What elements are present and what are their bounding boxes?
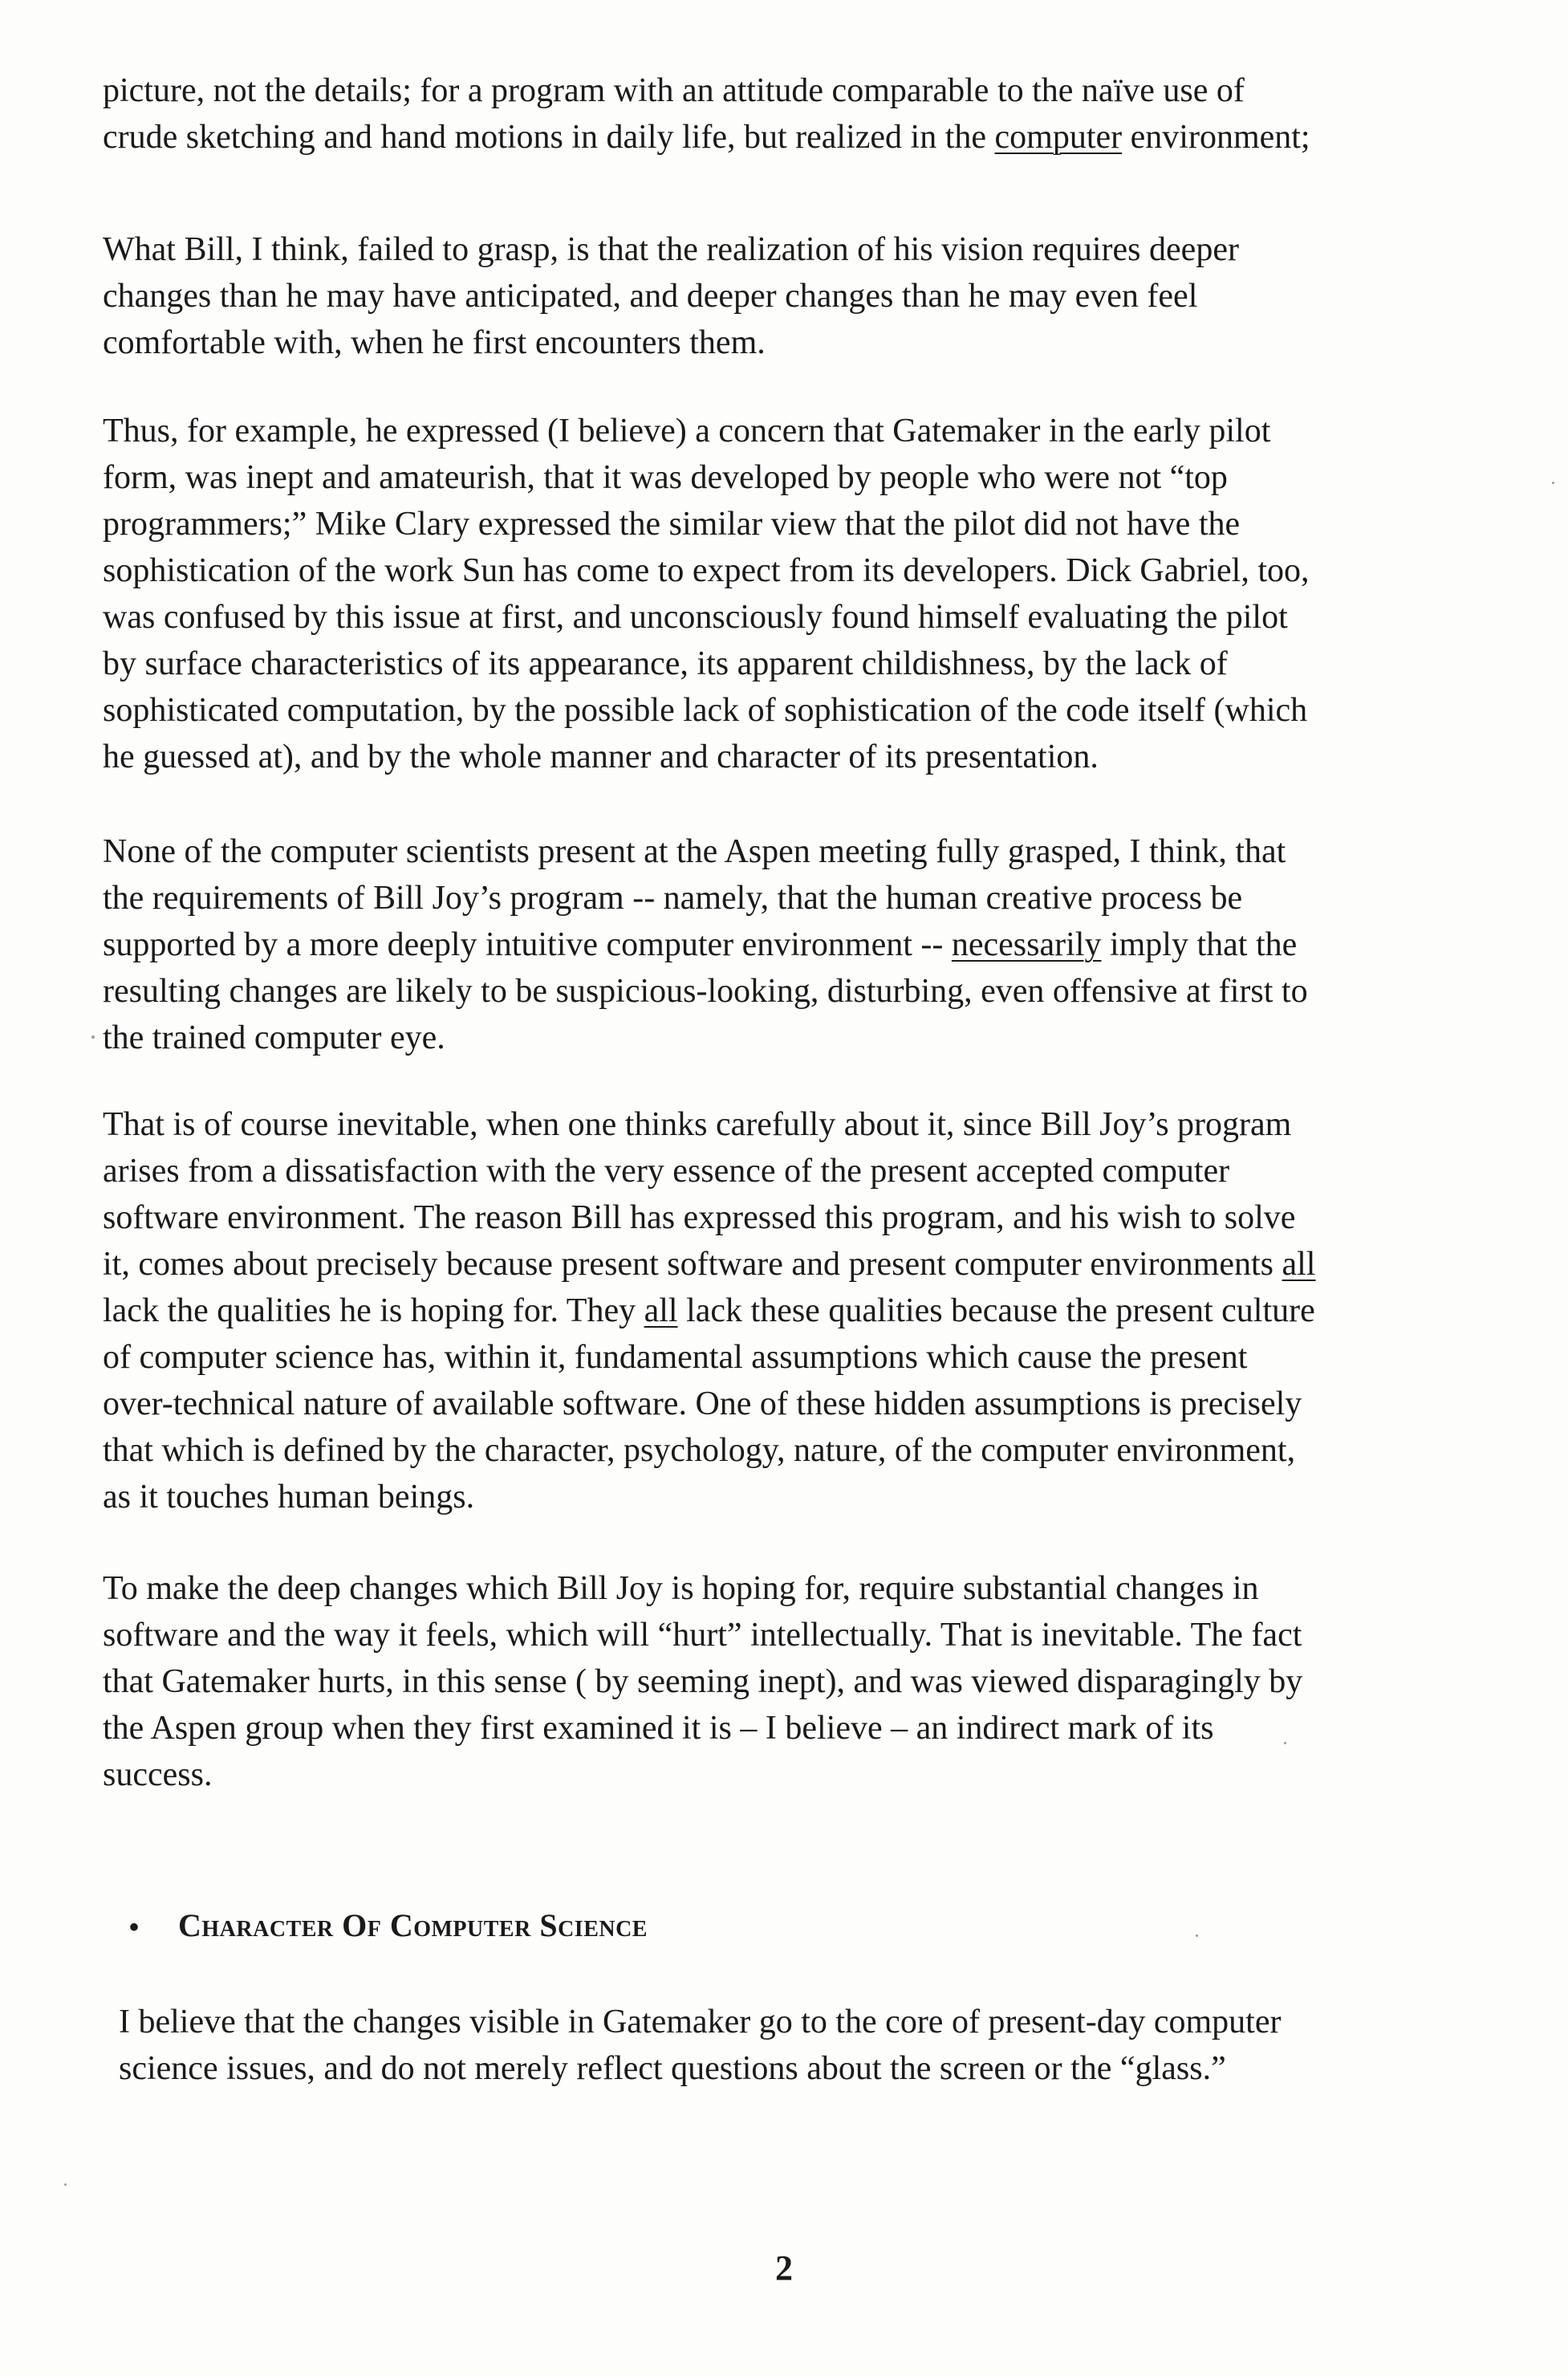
text-line: lack the qualities he is hoping for. They all lack these qualities because the present culture bbox=[103, 1292, 1315, 1329]
text-line: that which is defined by the character, psychology, nature, of the computer environment, bbox=[103, 1432, 1296, 1469]
text-line: the trained computer eye. bbox=[103, 1019, 445, 1056]
text-line: Thus, for example, he expressed (I believe) a concern that Gatemaker in the early pilot bbox=[103, 413, 1271, 450]
section-heading: Character Of Computer Science bbox=[178, 1907, 648, 1943]
paragraph-5 bbox=[103, 1101, 1523, 1520]
text-line: software and the way it feels, which will “hurt” intellectually. That is inevitable. The fact bbox=[103, 1617, 1302, 1654]
text-line: it, comes about precisely because present software and present computer environments all bbox=[103, 1246, 1316, 1283]
text-line: resulting changes are likely to be suspicious-looking, disturbing, even offensive at first to bbox=[103, 973, 1308, 1010]
underlined-word: necessarily bbox=[951, 926, 1102, 963]
bullet-icon: • bbox=[128, 1909, 140, 1945]
paragraph-3 bbox=[103, 408, 1523, 780]
text-line: over-technical nature of available software. One of these hidden assumptions is precisely bbox=[103, 1385, 1302, 1422]
text-line: by surface characteristics of its appearance, its apparent childishness, by the lack of bbox=[103, 645, 1228, 682]
text-line: software environment. The reason Bill has expressed this program, and his wish to solve bbox=[103, 1199, 1296, 1236]
paragraph-4 bbox=[103, 828, 1523, 1061]
paragraph-7 bbox=[119, 1999, 1523, 2092]
text-line: success. bbox=[103, 1756, 213, 1793]
text-line: the Aspen group when they first examined it is – I believe – an indirect mark of its bbox=[103, 1710, 1214, 1747]
text-line: sophistication of the work Sun has come to expect from its developers. Dick Gabriel, too, bbox=[103, 552, 1310, 589]
text-line: To make the deep changes which Bill Joy is hoping for, require substantial changes in bbox=[103, 1570, 1259, 1607]
underlined-word: computer bbox=[994, 119, 1123, 156]
text-line: that Gatemaker hurts, in this sense ( by seeming inept), and was viewed disparagingly by bbox=[103, 1663, 1303, 1700]
text-line: crude sketching and hand motions in daily life, but realized in the computer environment; bbox=[103, 119, 1310, 156]
underlined-word: all bbox=[1282, 1246, 1316, 1283]
text-line: as it touches human beings. bbox=[103, 1479, 475, 1516]
page-number: 2 bbox=[775, 2248, 793, 2288]
text-line: What Bill, I think, failed to grasp, is that the realization of his vision requires deeper bbox=[103, 231, 1239, 268]
paragraph-1 bbox=[103, 67, 1523, 161]
scan-speck bbox=[1284, 1742, 1286, 1744]
text-line: changes than he may have anticipated, and deeper changes than he may even feel bbox=[103, 278, 1198, 315]
text-line: That is of course inevitable, when one thinks carefully about it, since Bill Joy’s program bbox=[103, 1106, 1292, 1143]
underlined-word: all bbox=[644, 1292, 678, 1329]
text-line: I believe that the changes visible in Gatemaker go to the core of present-day computer bbox=[119, 2004, 1282, 2040]
scan-speck bbox=[64, 2183, 67, 2186]
text-line: was confused by this issue at first, and unconsciously found himself evaluating the pilot bbox=[103, 599, 1288, 636]
scan-speck bbox=[1196, 1935, 1198, 1937]
text-line: of computer science has, within it, fundamental assumptions which cause the present bbox=[103, 1339, 1248, 1376]
text-line: the requirements of Bill Joy’s program -- namely, that the human creative process be bbox=[103, 880, 1243, 917]
scan-speck bbox=[1552, 482, 1554, 484]
text-line: arises from a dissatisfaction with the very essence of the present accepted computer bbox=[103, 1153, 1230, 1190]
paragraph-2 bbox=[103, 226, 1523, 366]
text-line: supported by a more deeply intuitive computer environment -- necessarily imply that the bbox=[103, 926, 1298, 963]
text-line: picture, not the details; for a program with an attitude comparable to the naïve use of bbox=[103, 72, 1245, 109]
text-line: programmers;” Mike Clary expressed the similar view that the pilot did not have the bbox=[103, 506, 1241, 543]
text-line: None of the computer scientists present at the Aspen meeting fully grasped, I think, that bbox=[103, 833, 1286, 870]
text-line: sophisticated computation, by the possible lack of sophistication of the code itself (which bbox=[103, 692, 1308, 729]
text-line: he guessed at), and by the whole manner and character of its presentation. bbox=[103, 738, 1099, 775]
scan-speck bbox=[91, 1035, 95, 1039]
paragraph-6 bbox=[103, 1565, 1523, 1798]
text-line: science issues, and do not merely reflect questions about the screen or the “glass.” bbox=[119, 2050, 1226, 2087]
text-line: comfortable with, when he first encounters them. bbox=[103, 324, 766, 361]
text-line: form, was inept and amateurish, that it was developed by people who were not “top bbox=[103, 459, 1228, 496]
